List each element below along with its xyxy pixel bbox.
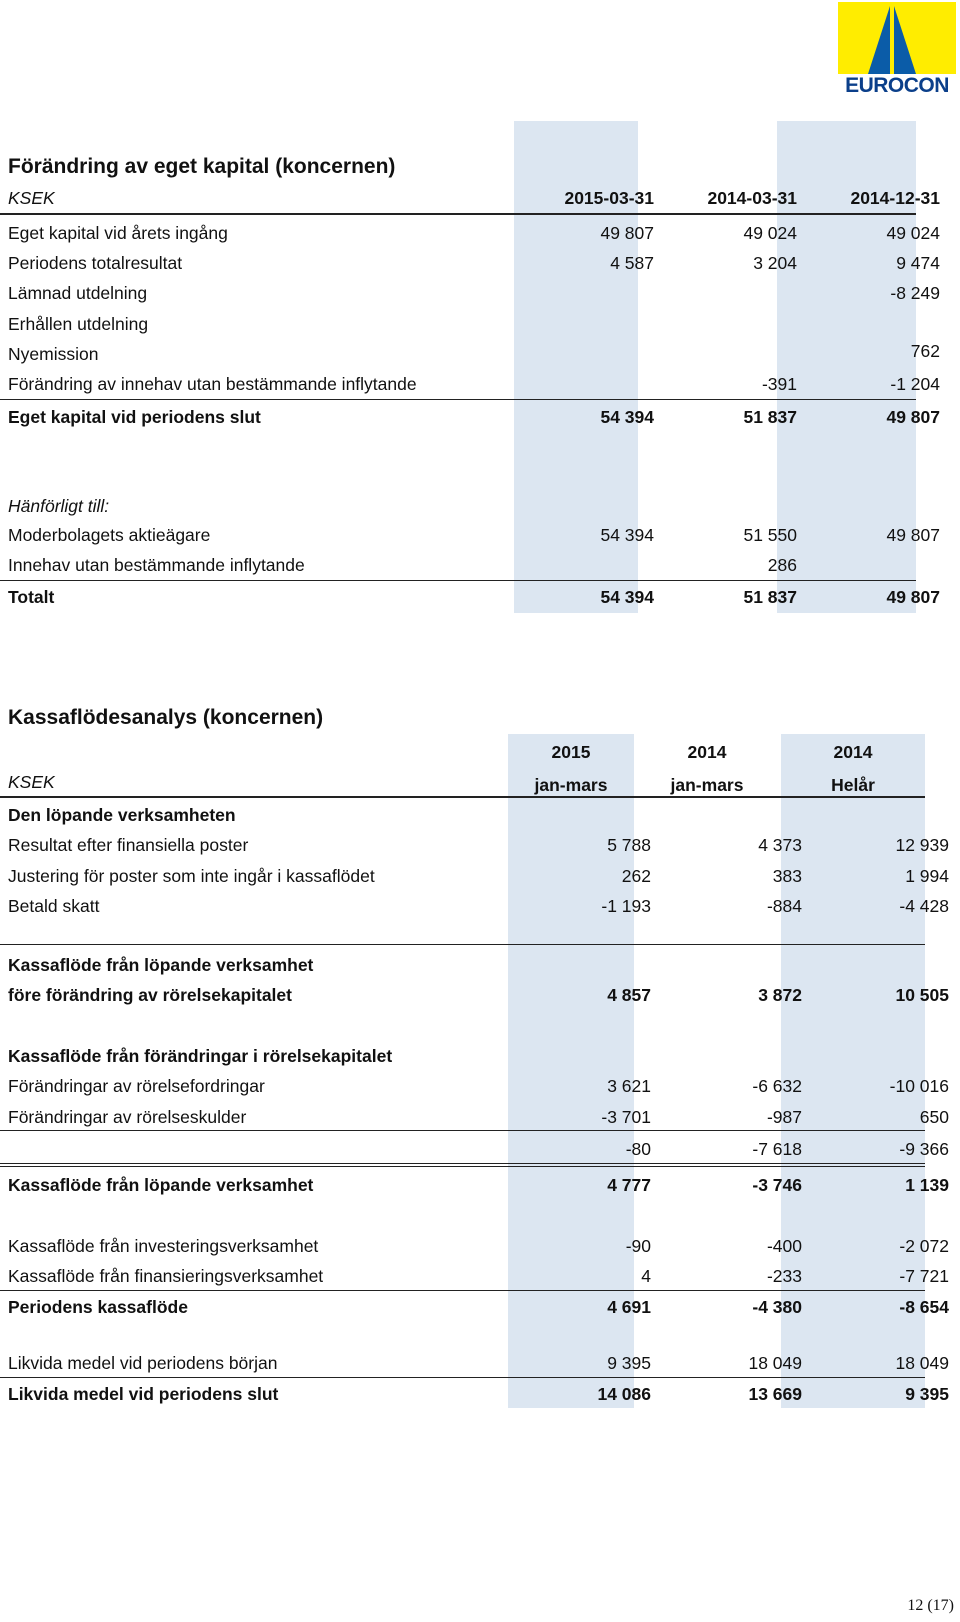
section-heading-row bbox=[0, 800, 960, 830]
section-heading: Den löpande verksamheten bbox=[8, 805, 236, 825]
attrib-heading: Hänförligt till: bbox=[8, 496, 110, 516]
cell: 762 bbox=[910, 341, 940, 361]
column-header: 2014-12-31 bbox=[850, 188, 940, 208]
row-label: Kassaflöde från finansieringsverksamhet bbox=[8, 1266, 324, 1286]
cell: -2 072 bbox=[899, 1236, 949, 1256]
cell: 10 505 bbox=[895, 985, 949, 1005]
cell: 18 049 bbox=[895, 1353, 949, 1373]
cell: 1 994 bbox=[905, 866, 949, 886]
cell: 49 024 bbox=[886, 223, 940, 243]
cell: -1 193 bbox=[601, 896, 651, 916]
cell: -6 632 bbox=[752, 1076, 802, 1096]
cell: 4 bbox=[641, 1266, 651, 1286]
cell: 4 777 bbox=[607, 1175, 651, 1195]
cell: -884 bbox=[766, 896, 802, 916]
row-label: Periodens totalresultat bbox=[8, 253, 183, 273]
row-label: Moderbolagets aktieägare bbox=[8, 525, 211, 545]
cell: -4 380 bbox=[752, 1297, 802, 1317]
table-row bbox=[0, 550, 960, 580]
cell: 650 bbox=[919, 1107, 949, 1127]
row-label: Kassaflöde från löpande verksamhet bbox=[8, 1175, 314, 1195]
row-label: Innehav utan bestämmande inflytande bbox=[8, 555, 305, 575]
table-row-total bbox=[0, 1170, 960, 1200]
cell: 3 621 bbox=[607, 1076, 651, 1096]
column-period: jan-mars bbox=[670, 775, 744, 795]
table-row bbox=[0, 1231, 960, 1261]
cell: -10 016 bbox=[889, 1076, 949, 1096]
cell: 49 807 bbox=[600, 223, 654, 243]
cell: 49 807 bbox=[886, 525, 940, 545]
row-label: Lämnad utdelning bbox=[8, 283, 148, 303]
table-row bbox=[0, 278, 960, 308]
cell: -3 701 bbox=[601, 1107, 651, 1127]
divider bbox=[0, 796, 925, 798]
cashflow-period-row bbox=[0, 767, 960, 797]
cell: 3 872 bbox=[758, 985, 802, 1005]
cell: 4 857 bbox=[607, 985, 651, 1005]
subtotal-label-row bbox=[0, 950, 960, 980]
cell: 262 bbox=[621, 866, 651, 886]
cell: -9 366 bbox=[899, 1139, 949, 1159]
row-label: Eget kapital vid årets ingång bbox=[8, 223, 228, 243]
row-label: Förändringar av rörelseskulder bbox=[8, 1107, 247, 1127]
section-heading: Kassaflöde från förändringar i rörelsekapitalet bbox=[8, 1046, 393, 1066]
divider bbox=[0, 1163, 925, 1164]
cell: 51 837 bbox=[743, 407, 797, 427]
table-row-total bbox=[0, 582, 960, 612]
cell: -987 bbox=[766, 1107, 802, 1127]
cell: 4 691 bbox=[607, 1297, 651, 1317]
divider bbox=[0, 1290, 925, 1291]
row-label: Justering för poster som inte ingår i kassaflödet bbox=[8, 866, 375, 886]
column-period: Helår bbox=[831, 775, 875, 795]
cell: 51 837 bbox=[743, 587, 797, 607]
table-row-total bbox=[0, 1292, 960, 1322]
column-year: 2014 bbox=[687, 742, 727, 762]
table-row bbox=[0, 1071, 960, 1101]
row-label: Förändringar av rörelsefordringar bbox=[8, 1076, 265, 1096]
cell: 54 394 bbox=[600, 525, 654, 545]
divider bbox=[0, 399, 916, 400]
row-label: Erhållen utdelning bbox=[8, 314, 149, 334]
table-row bbox=[0, 891, 960, 921]
row-label: Likvida medel vid periodens slut bbox=[8, 1384, 279, 1404]
table-row bbox=[0, 248, 960, 278]
row-label: Periodens kassaflöde bbox=[8, 1297, 188, 1317]
cell: 5 788 bbox=[607, 835, 651, 855]
table-row bbox=[0, 339, 960, 369]
equity-header-row bbox=[0, 183, 960, 213]
table-row bbox=[0, 520, 960, 550]
table-row bbox=[0, 309, 960, 339]
cell: 54 394 bbox=[600, 407, 654, 427]
table-row bbox=[0, 861, 960, 891]
row-label: Totalt bbox=[8, 587, 55, 607]
cell: 4 587 bbox=[610, 253, 654, 273]
table-row-total bbox=[0, 1379, 960, 1409]
cell: -7 618 bbox=[752, 1139, 802, 1159]
row-label: Kassaflöde från investeringsverksamhet bbox=[8, 1236, 319, 1256]
column-year: 2014 bbox=[833, 742, 873, 762]
column-header: 2015-03-31 bbox=[564, 188, 654, 208]
cell: 9 395 bbox=[607, 1353, 651, 1373]
table-row-subtotal bbox=[0, 1134, 960, 1164]
unit-label: KSEK bbox=[8, 188, 55, 208]
column-period: jan-mars bbox=[534, 775, 608, 795]
cell: 13 669 bbox=[748, 1384, 802, 1404]
divider bbox=[0, 1377, 925, 1378]
divider bbox=[0, 1130, 925, 1131]
divider bbox=[0, 944, 925, 945]
section-heading-row bbox=[0, 1041, 960, 1071]
cell: -391 bbox=[761, 374, 797, 394]
table-row bbox=[0, 1102, 960, 1132]
cell: 1 139 bbox=[905, 1175, 949, 1195]
cell: -90 bbox=[625, 1236, 651, 1256]
column-year: 2015 bbox=[551, 742, 591, 762]
table-row-subtotal bbox=[0, 980, 960, 1010]
cell: 49 807 bbox=[886, 587, 940, 607]
cell: 12 939 bbox=[895, 835, 949, 855]
cell: -8 249 bbox=[890, 283, 940, 303]
cell: -400 bbox=[766, 1236, 802, 1256]
page-number: 12 (17) bbox=[907, 1597, 954, 1614]
cell: 4 373 bbox=[758, 835, 802, 855]
divider bbox=[0, 1166, 925, 1167]
cell: 49 807 bbox=[886, 407, 940, 427]
cell: 383 bbox=[772, 866, 802, 886]
cell: 18 049 bbox=[748, 1353, 802, 1373]
table-row bbox=[0, 218, 960, 248]
cell: 14 086 bbox=[597, 1384, 651, 1404]
cell: 3 204 bbox=[753, 253, 797, 273]
row-label: Förändring av innehav utan bestämmande inflytande bbox=[8, 374, 417, 394]
cell: -8 654 bbox=[899, 1297, 949, 1317]
table-row bbox=[0, 1348, 960, 1378]
cell: 286 bbox=[767, 555, 797, 575]
cell: -80 bbox=[625, 1139, 651, 1159]
table-row-total bbox=[0, 402, 960, 432]
cashflow-title: Kassaflödesanalys (koncernen) bbox=[8, 706, 324, 729]
table-row bbox=[0, 1261, 960, 1291]
cell: 9 395 bbox=[905, 1384, 949, 1404]
cell: 54 394 bbox=[600, 587, 654, 607]
unit-label: KSEK bbox=[8, 772, 55, 792]
divider bbox=[0, 213, 916, 215]
cashflow-year-row bbox=[0, 737, 960, 767]
column-header: 2014-03-31 bbox=[707, 188, 797, 208]
attrib-heading-row bbox=[0, 491, 960, 521]
cell: 51 550 bbox=[743, 525, 797, 545]
row-label: Kassaflöde från löpande verksamhet bbox=[8, 955, 314, 975]
row-label: Likvida medel vid periodens början bbox=[8, 1353, 278, 1373]
cell: 9 474 bbox=[896, 253, 940, 273]
cell: 49 024 bbox=[743, 223, 797, 243]
row-label: Nyemission bbox=[8, 344, 99, 364]
equity-title: Förändring av eget kapital (koncernen) bbox=[8, 155, 396, 178]
cell: -233 bbox=[766, 1266, 802, 1286]
row-label: Resultat efter finansiella poster bbox=[8, 835, 249, 855]
row-label: Betald skatt bbox=[8, 896, 100, 916]
row-label: före förändring av rörelsekapitalet bbox=[8, 985, 292, 1005]
cell: -3 746 bbox=[752, 1175, 802, 1195]
row-label: Eget kapital vid periodens slut bbox=[8, 407, 261, 427]
divider bbox=[0, 580, 916, 581]
table-row bbox=[0, 830, 960, 860]
cell: -7 721 bbox=[899, 1266, 949, 1286]
table-row bbox=[0, 369, 960, 399]
logo-text: EUROCON bbox=[845, 74, 949, 97]
cell: -4 428 bbox=[899, 896, 949, 916]
cell: -1 204 bbox=[890, 374, 940, 394]
